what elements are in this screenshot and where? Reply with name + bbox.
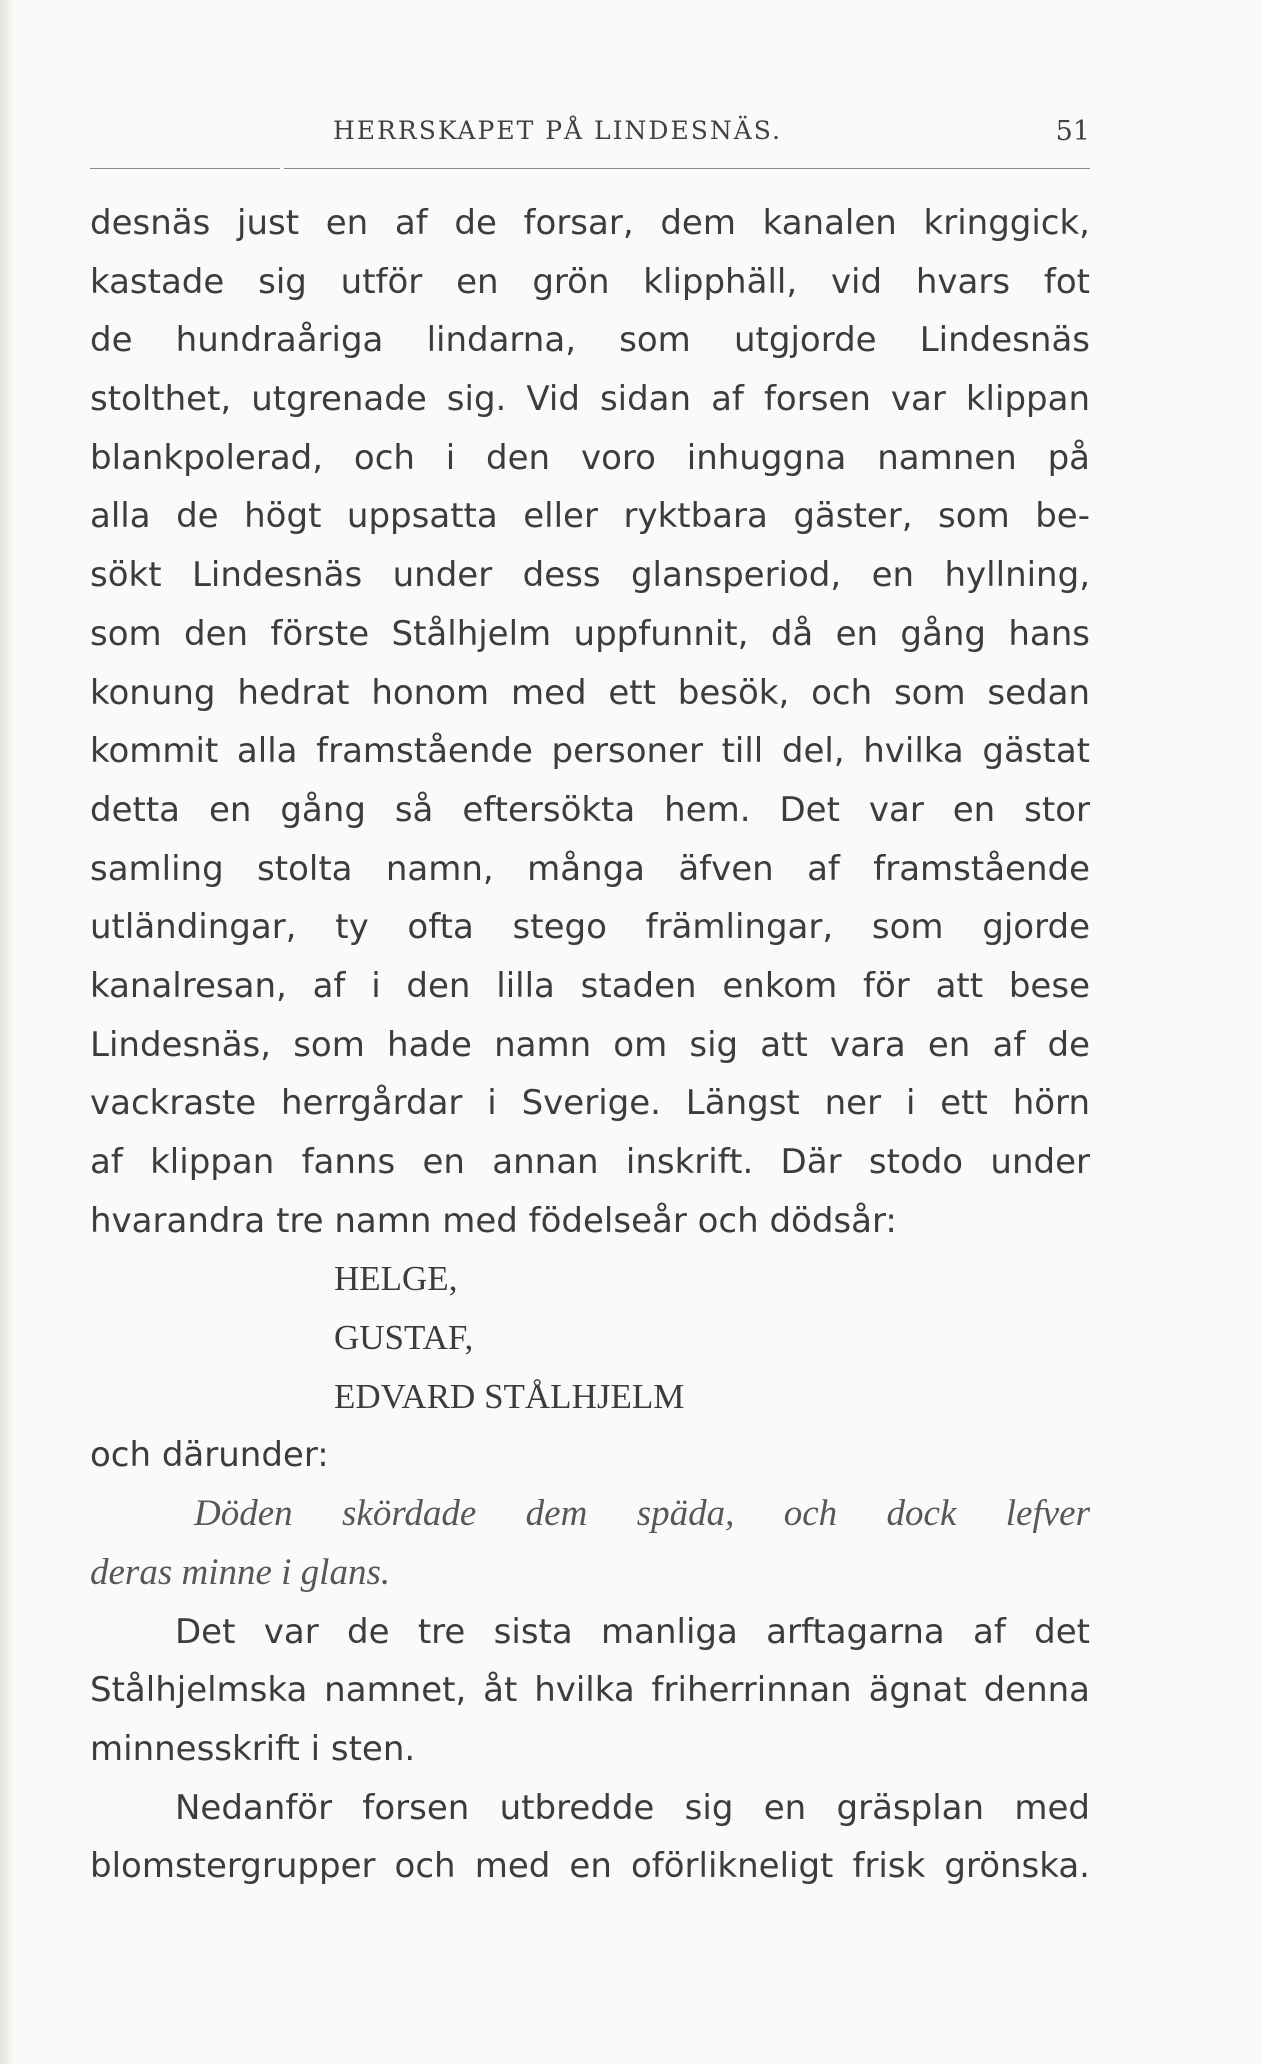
text-line: vackraste herrgårdar i Sverige. Längst ner i ett hörn [90,1083,1090,1124]
body-text [90,198,1090,1900]
inscription-name: GUSTAF, [334,1318,474,1358]
running-title: HERRSKAPET PÅ LINDESNÄS. [333,116,782,145]
text-line: blankpolerad, och i den voro inhuggna namnen på [90,437,1090,478]
inscription-name: EDVARD STÅLHJELM [334,1376,685,1416]
text-line: alla de högt uppsatta eller ryktbara gäster, som be- [90,496,1090,537]
page-header [90,116,1090,156]
text-line: Det var de tre sista manliga arftagarna af det [175,1611,1090,1652]
text-line: som den förste Stålhjelm uppfunnit, då en gång hans [90,613,1090,654]
text-line: blomstergrupper och med en oförlikneligt frisk grönska. [90,1846,1090,1887]
text-line: kastade sig utför en grön klipphäll, vid hvars fot [90,261,1090,302]
text-line: kommit alla framstående personer till del, hvilka gästat [90,731,1090,772]
text-line: minnesskrift i sten. [90,1728,416,1769]
text-line: kanalresan, af i den lilla staden enkom för att bese [90,965,1090,1006]
text-line: hvarandra tre namn med födelseår och dödsår: [90,1200,897,1241]
header-rule [284,168,1090,169]
text-line: och därunder: [90,1435,329,1476]
text-line: samling stolta namn, många äfven af framstående [90,848,1090,889]
epitaph-line: Döden skördade dem späda, och dock lefver [194,1493,1090,1535]
text-line: detta en gång så eftersökta hem. Det var en stor [90,789,1090,830]
page-number: 51 [1055,116,1090,147]
text-line: desnäs just en af de forsar, dem kanalen kringgick, [90,203,1090,243]
text-line: Stålhjelmska namnet, åt hvilka friherrinnan ägnat denna [90,1670,1090,1711]
text-line: konung hedrat honom med ett besök, och som sedan [90,672,1090,713]
text-line: af klippan fanns en annan inskrift. Där stodo under [90,1142,1090,1182]
page-edge-shadow [0,0,14,2064]
text-line: Lindesnäs, som hade namn om sig att vara en af de [90,1024,1090,1065]
text-line: stolthet, utgrenade sig. Vid sidan af forsen var klippan [90,379,1090,420]
inscription-name: HELGE, [334,1259,458,1299]
text-line: de hundraåriga lindarna, som utgjorde Lindesnäs [90,320,1090,361]
text-line: sökt Lindesnäs under dess glansperiod, en hyllning, [90,555,1090,596]
text-line: Nedanför forsen utbredde sig en gräsplan med [175,1787,1090,1828]
text-line: utländingar, ty ofta stego främlingar, som gjorde [90,907,1090,948]
epitaph-line: deras minne i glans. [90,1551,391,1593]
header-rule [90,168,280,169]
